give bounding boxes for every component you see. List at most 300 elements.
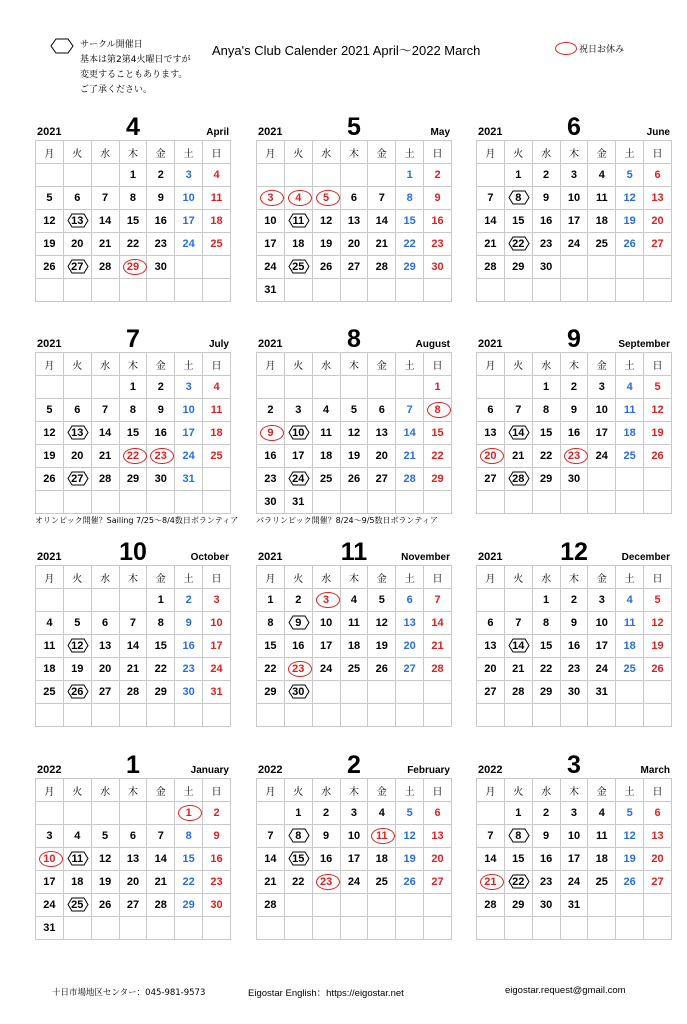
empty-cell [36, 164, 64, 187]
month-english-name: October [190, 552, 229, 563]
day-number: 26 [375, 663, 388, 675]
weekday-label: 水 [91, 566, 119, 589]
page-title: Anya's Club Calender 2021 April～2022 March [212, 43, 481, 58]
day-cell [257, 468, 285, 491]
day-cell [396, 399, 424, 422]
day-cell [175, 187, 203, 210]
day-number: 11 [320, 427, 332, 439]
month-block [256, 110, 452, 302]
day-number: 21 [512, 663, 525, 675]
month-header [35, 748, 231, 778]
day-number: 20 [375, 450, 388, 462]
weekday-label: 水 [532, 141, 560, 164]
day-cell [91, 658, 119, 681]
day-cell [504, 658, 532, 681]
day-cell [312, 871, 340, 894]
day-number: 14 [512, 640, 525, 652]
empty-cell [588, 704, 616, 727]
day-cell [312, 848, 340, 871]
day-cell [340, 422, 368, 445]
day-cell [504, 210, 532, 233]
day-number: 15 [292, 853, 305, 865]
day-number: 26 [403, 876, 416, 888]
month-number: 3 [567, 751, 581, 779]
day-cell [560, 848, 588, 871]
day-number: 1 [267, 594, 274, 606]
day-number: 25 [71, 899, 84, 911]
week-row [257, 871, 452, 894]
weekday-label: 火 [63, 566, 91, 589]
weekday-label: 火 [504, 141, 532, 164]
month-english-name: December [621, 552, 670, 563]
day-cell [63, 399, 91, 422]
day-number: 25 [623, 663, 636, 675]
empty-cell [504, 376, 532, 399]
day-number: 1 [406, 169, 413, 181]
empty-cell [616, 681, 644, 704]
day-cell [119, 422, 147, 445]
day-number: 26 [651, 663, 664, 675]
empty-cell [424, 279, 452, 302]
day-number: 17 [182, 427, 195, 439]
day-number: 10 [567, 192, 581, 204]
day-number: 30 [292, 686, 305, 698]
day-number: 29 [539, 686, 553, 698]
weekday-row [257, 566, 452, 589]
day-number: 3 [267, 192, 274, 204]
day-cell [532, 894, 560, 917]
day-number: 5 [378, 594, 385, 606]
day-cell [424, 658, 452, 681]
day-cell [588, 825, 616, 848]
weekday-label: 日 [644, 353, 672, 376]
weekday-label: 木 [340, 779, 368, 802]
day-cell [560, 233, 588, 256]
month-block [35, 748, 231, 940]
day-number: 12 [403, 830, 416, 842]
day-cell [644, 825, 672, 848]
week-row [257, 164, 452, 187]
empty-cell [284, 704, 312, 727]
day-cell [588, 187, 616, 210]
day-cell [616, 635, 644, 658]
weekday-label: 土 [616, 141, 644, 164]
day-cell [396, 871, 424, 894]
weekday-label: 水 [91, 353, 119, 376]
day-cell [644, 802, 672, 825]
day-number: 7 [378, 192, 385, 204]
day-cell [396, 233, 424, 256]
day-cell [560, 399, 588, 422]
empty-cell [119, 802, 147, 825]
day-cell [477, 894, 505, 917]
day-cell [203, 399, 231, 422]
day-cell [477, 187, 505, 210]
day-number: 17 [595, 640, 608, 652]
day-cell [616, 164, 644, 187]
day-cell [616, 422, 644, 445]
weekday-label: 土 [396, 566, 424, 589]
month-year: 2022 [37, 764, 62, 776]
day-cell [147, 445, 175, 468]
day-cell [36, 468, 64, 491]
day-number: 14 [154, 853, 167, 865]
day-cell [36, 612, 64, 635]
week-row [36, 210, 231, 233]
day-cell [91, 468, 119, 491]
day-number: 20 [651, 853, 664, 865]
week-row [477, 445, 672, 468]
month-header [256, 748, 452, 778]
day-cell [616, 233, 644, 256]
week-row [477, 802, 672, 825]
empty-cell [616, 894, 644, 917]
day-number: 7 [267, 830, 274, 842]
weekday-label: 火 [504, 779, 532, 802]
day-cell [147, 848, 175, 871]
day-number: 11 [210, 192, 223, 204]
day-cell [644, 233, 672, 256]
day-cell [424, 422, 452, 445]
day-cell [36, 848, 64, 871]
day-cell [284, 210, 312, 233]
weekday-label: 金 [147, 353, 175, 376]
weekday-label: 金 [368, 353, 396, 376]
weekday-label: 日 [644, 141, 672, 164]
day-cell [588, 612, 616, 635]
day-number: 16 [539, 215, 553, 227]
day-number: 6 [102, 617, 109, 629]
day-number: 1 [515, 807, 522, 819]
weekday-label: 金 [588, 779, 616, 802]
email-link[interactable]: eigostar.request@gmail.com [505, 985, 626, 996]
week-row [257, 210, 452, 233]
day-number: 23 [539, 876, 553, 888]
week-row [477, 635, 672, 658]
day-number: 11 [595, 830, 608, 842]
weekday-label: 水 [532, 779, 560, 802]
day-cell [147, 589, 175, 612]
empty-cell [644, 256, 672, 279]
day-cell [532, 635, 560, 658]
week-row [36, 894, 231, 917]
empty-cell [312, 164, 340, 187]
day-cell [257, 491, 285, 514]
day-cell [312, 233, 340, 256]
day-cell [616, 187, 644, 210]
day-number: 25 [375, 876, 388, 888]
day-number: 6 [350, 192, 358, 204]
day-cell [532, 422, 560, 445]
weekday-label: 木 [340, 566, 368, 589]
day-cell [532, 681, 560, 704]
day-cell [560, 802, 588, 825]
day-number: 12 [347, 427, 361, 439]
day-number: 25 [595, 238, 608, 250]
day-number: 2 [570, 381, 578, 393]
day-cell [257, 658, 285, 681]
day-number: 2 [323, 807, 330, 819]
day-cell [532, 399, 560, 422]
day-cell [203, 376, 231, 399]
day-number: 22 [403, 238, 416, 250]
day-number: 26 [623, 876, 636, 888]
weekday-label: 火 [63, 353, 91, 376]
day-number: 24 [595, 450, 608, 462]
day-number: 14 [403, 427, 416, 439]
day-number: 30 [154, 261, 167, 273]
empty-cell [616, 917, 644, 940]
day-cell [616, 399, 644, 422]
weekday-label: 月 [257, 779, 285, 802]
day-cell [257, 233, 285, 256]
day-cell [257, 210, 285, 233]
empty-cell [368, 279, 396, 302]
month-year: 2021 [478, 551, 503, 563]
day-cell [284, 589, 312, 612]
week-row [257, 445, 452, 468]
day-cell [396, 445, 424, 468]
day-number: 14 [484, 215, 497, 227]
empty-cell [203, 256, 231, 279]
day-number: 18 [623, 427, 636, 439]
day-cell [340, 635, 368, 658]
day-cell [203, 825, 231, 848]
day-number: 22 [292, 876, 305, 888]
day-number: 26 [347, 473, 361, 485]
day-number: 18 [210, 215, 223, 227]
day-cell [312, 635, 340, 658]
weekday-label: 土 [396, 779, 424, 802]
month-block [476, 110, 672, 302]
empty-cell [396, 681, 424, 704]
day-cell [119, 468, 147, 491]
day-number: 24 [567, 238, 581, 250]
weekday-label: 木 [119, 566, 147, 589]
empty-cell [340, 704, 368, 727]
day-cell [477, 681, 505, 704]
empty-cell [644, 894, 672, 917]
day-cell [63, 422, 91, 445]
day-cell [504, 848, 532, 871]
empty-cell [257, 376, 285, 399]
month-table [476, 565, 672, 727]
day-cell [203, 681, 231, 704]
day-number: 12 [623, 192, 636, 204]
day-number: 18 [595, 853, 608, 865]
day-cell [477, 422, 505, 445]
month-english-name: June [646, 127, 670, 138]
day-cell [588, 164, 616, 187]
day-number: 15 [126, 215, 140, 227]
day-cell [284, 187, 312, 210]
weekday-label: 土 [616, 779, 644, 802]
day-number: 31 [567, 899, 581, 911]
day-cell [203, 422, 231, 445]
empty-cell [616, 256, 644, 279]
weekday-label: 月 [477, 566, 505, 589]
day-number: 3 [350, 807, 358, 819]
empty-cell [312, 894, 340, 917]
day-cell [396, 164, 424, 187]
site-link[interactable]: Eigostar English：https://eigostar.net [248, 988, 404, 999]
day-cell [257, 871, 285, 894]
day-number: 15 [403, 215, 416, 227]
day-number: 6 [378, 404, 385, 416]
day-number: 25 [347, 663, 361, 675]
day-number: 21 [431, 640, 444, 652]
day-number: 19 [347, 450, 361, 462]
day-cell [175, 589, 203, 612]
week-row [477, 825, 672, 848]
day-cell [396, 612, 424, 635]
month-year: 2021 [258, 551, 283, 563]
day-number: 17 [595, 427, 608, 439]
day-cell [532, 612, 560, 635]
day-number: 17 [567, 215, 581, 227]
day-number: 9 [295, 617, 302, 629]
day-number: 1 [185, 807, 192, 819]
day-number: 10 [567, 830, 581, 842]
weekday-row [257, 779, 452, 802]
day-number: 18 [43, 663, 56, 675]
day-number: 20 [431, 853, 444, 865]
day-cell [284, 422, 312, 445]
day-number: 14 [375, 215, 388, 227]
day-number: 6 [129, 830, 137, 842]
day-cell [560, 210, 588, 233]
day-number: 17 [567, 853, 581, 865]
day-number: 5 [626, 807, 633, 819]
month-english-name: August [415, 339, 450, 350]
week-row [36, 399, 231, 422]
day-cell [119, 612, 147, 635]
day-number: 3 [570, 169, 578, 181]
week-row [36, 825, 231, 848]
day-cell [119, 187, 147, 210]
day-cell [312, 468, 340, 491]
day-cell [532, 468, 560, 491]
day-number: 5 [323, 192, 330, 204]
empty-cell [477, 491, 505, 514]
day-cell [91, 422, 119, 445]
day-number: 19 [375, 640, 388, 652]
day-number: 8 [129, 404, 137, 416]
day-cell [368, 802, 396, 825]
empty-cell [560, 256, 588, 279]
day-cell [368, 256, 396, 279]
legend-line: 基本は第2第4火曜日ですが [80, 55, 191, 65]
day-number: 30 [154, 473, 167, 485]
day-number: 1 [129, 381, 137, 393]
day-number: 8 [157, 617, 164, 629]
day-cell [504, 164, 532, 187]
week-row [36, 468, 231, 491]
empty-cell [532, 917, 560, 940]
week-row [477, 376, 672, 399]
day-cell [203, 871, 231, 894]
day-number: 24 [292, 473, 305, 485]
day-number: 18 [319, 450, 333, 462]
empty-cell [91, 164, 119, 187]
day-cell [284, 468, 312, 491]
day-cell [368, 825, 396, 848]
paralympic-note: パラリンピック開催？8/24～9/5数日ボランティア [256, 516, 438, 525]
empty-cell [63, 802, 91, 825]
weekday-label: 日 [424, 779, 452, 802]
day-cell [560, 681, 588, 704]
day-cell [504, 802, 532, 825]
empty-cell [284, 917, 312, 940]
day-number: 13 [71, 427, 84, 439]
day-number: 15 [431, 427, 444, 439]
empty-cell [257, 704, 285, 727]
day-number: 16 [182, 640, 195, 652]
day-number: 5 [350, 404, 358, 416]
empty-cell [63, 491, 91, 514]
empty-cell [91, 279, 119, 302]
day-cell [312, 658, 340, 681]
day-number: 18 [375, 853, 388, 865]
empty-cell [340, 681, 368, 704]
day-number: 31 [43, 922, 56, 934]
day-number: 21 [512, 450, 525, 462]
month-table [256, 778, 452, 940]
day-number: 2 [295, 594, 302, 606]
empty-cell [91, 802, 119, 825]
month-year: 2021 [37, 338, 62, 350]
month-english-name: November [401, 552, 450, 563]
day-number: 25 [210, 238, 223, 250]
day-number: 16 [567, 427, 581, 439]
day-number: 31 [210, 686, 223, 698]
day-cell [588, 681, 616, 704]
day-cell [424, 164, 452, 187]
day-cell [257, 635, 285, 658]
weekday-label: 金 [147, 779, 175, 802]
day-cell [424, 445, 452, 468]
month-header [476, 110, 672, 140]
day-cell [340, 802, 368, 825]
day-number: 8 [543, 404, 550, 416]
empty-cell [396, 279, 424, 302]
day-number: 21 [126, 663, 140, 675]
day-cell [340, 399, 368, 422]
day-cell [119, 210, 147, 233]
day-number: 4 [323, 404, 330, 416]
day-cell [203, 848, 231, 871]
day-cell [368, 589, 396, 612]
day-cell [284, 491, 312, 514]
month-header [476, 535, 672, 565]
day-cell [532, 589, 560, 612]
weekday-label: 日 [203, 141, 231, 164]
empty-cell [203, 917, 231, 940]
day-cell [368, 848, 396, 871]
day-cell [147, 468, 175, 491]
day-cell [644, 445, 672, 468]
day-number: 2 [267, 404, 274, 416]
day-cell [644, 399, 672, 422]
day-cell [63, 468, 91, 491]
empty-cell [504, 279, 532, 302]
weekday-label: 金 [368, 141, 396, 164]
week-row [477, 917, 672, 940]
day-number: 3 [295, 404, 302, 416]
month-english-name: May [430, 127, 450, 138]
day-cell [504, 399, 532, 422]
day-number: 1 [129, 169, 137, 181]
